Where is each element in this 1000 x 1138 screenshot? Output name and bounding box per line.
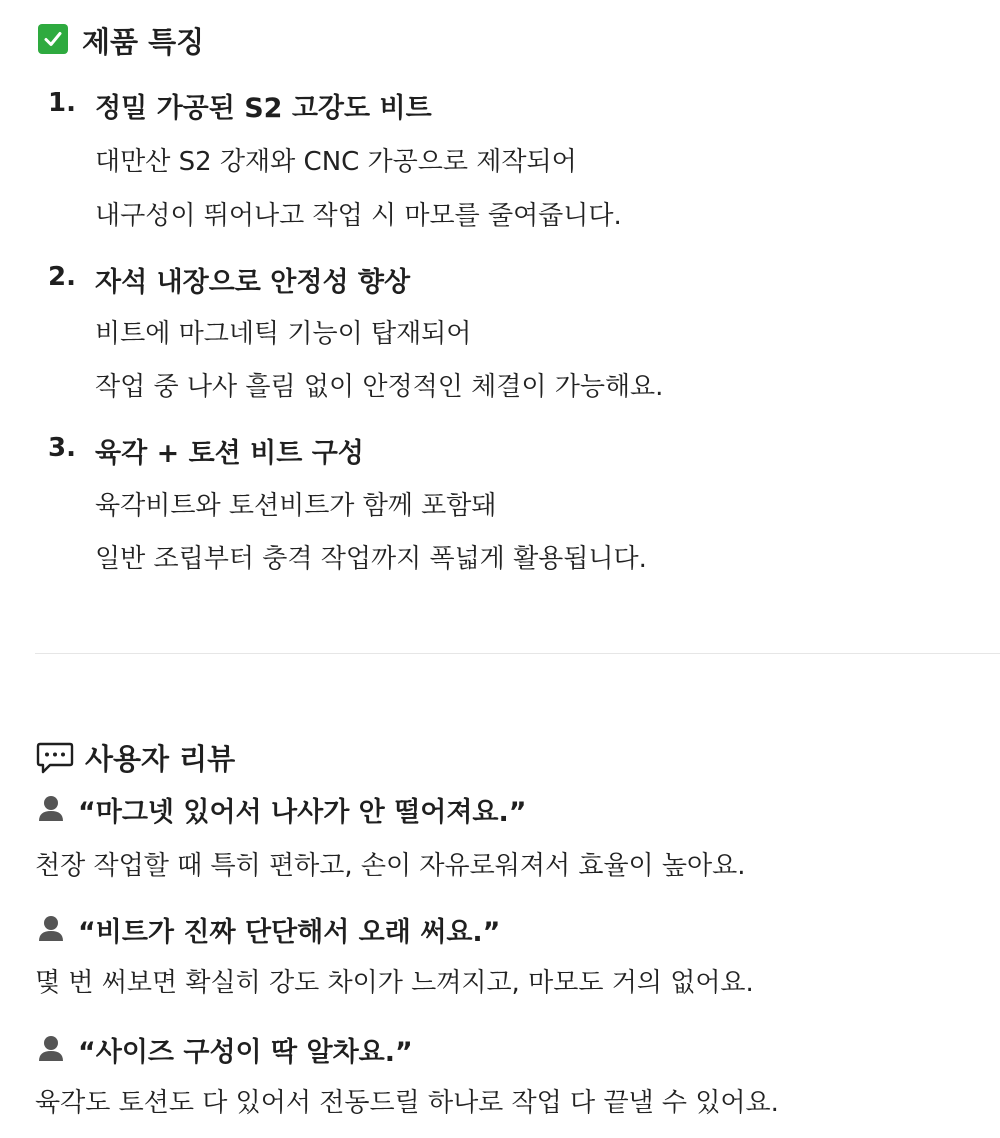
check-mark-icon — [38, 24, 68, 54]
feature-title: 육각 + 토션 비트 구성 — [95, 438, 364, 469]
section-divider — [35, 653, 1000, 654]
feature-desc-line: 일반 조립부터 충격 작업까지 폭넓게 활용됩니다. — [95, 544, 647, 574]
review-text: 몇 번 써보면 확실히 강도 차이가 느껴지고, 마모도 거의 없어요. — [35, 968, 754, 998]
feature-title: 자석 내장으로 안정성 향상 — [95, 267, 411, 298]
review-text: 천장 작업할 때 특히 편하고, 손이 자유로워져서 효율이 높아요. — [35, 851, 746, 881]
feature-number: 3. — [48, 433, 76, 463]
feature-desc-line: 내구성이 뛰어나고 작업 시 마모를 줄여줍니다. — [95, 201, 622, 231]
feature-desc-line: 대만산 S2 강재와 CNC 가공으로 제작되어 — [95, 147, 577, 177]
person-silhouette-icon — [37, 1034, 65, 1066]
feature-desc-line: 육각비트와 토션비트가 함께 포함돼 — [95, 491, 497, 521]
person-silhouette-icon — [37, 794, 65, 826]
speech-bubble-icon — [36, 741, 74, 779]
person-silhouette-icon — [37, 914, 65, 946]
feature-title: 정밀 가공된 S2 고강도 비트 — [95, 93, 432, 124]
review-text: 육각도 토션도 다 있어서 전동드릴 하나로 작업 다 끝낼 수 있어요. — [35, 1088, 779, 1118]
feature-number: 1. — [48, 88, 76, 118]
reviews-title: 사용자 리뷰 — [85, 742, 236, 776]
feature-number: 2. — [48, 262, 76, 292]
features-title: 제품 특징 — [82, 25, 205, 59]
review-quote: “마그넷 있어서 나사가 안 떨어져요.” — [78, 797, 527, 828]
feature-desc-line: 작업 중 나사 흘림 없이 안정적인 체결이 가능해요. — [95, 372, 664, 402]
feature-desc-line: 비트에 마그네틱 기능이 탑재되어 — [95, 319, 472, 349]
review-quote: “사이즈 구성이 딱 알차요.” — [78, 1037, 413, 1068]
review-quote: “비트가 진짜 단단해서 오래 써요.” — [78, 917, 501, 948]
